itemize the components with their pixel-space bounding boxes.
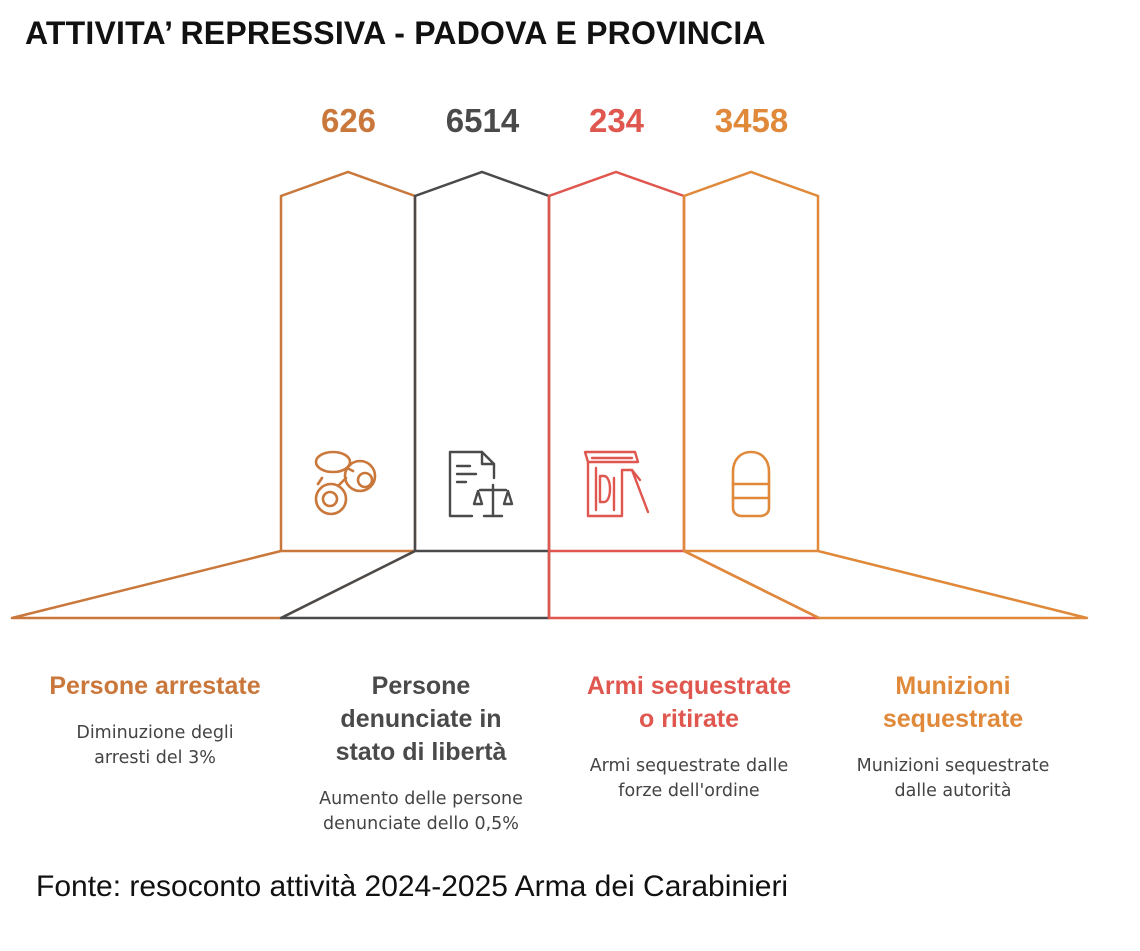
base-armi (549, 551, 819, 618)
label-persone-denunciate: Persone denunciate in stato di libertà (335, 672, 507, 766)
label-block-munizioni (828, 670, 1078, 804)
description-persone-denunciate: Aumento delle persone denunciate dello 0,5% (319, 789, 523, 834)
column-denunciate-outline (415, 172, 549, 551)
label-armi-sequestrate: Armi sequestrate o ritirate (586, 672, 792, 733)
value-persone-denunciate: 6514 (445, 102, 520, 139)
column-arrestate-outline (281, 172, 415, 551)
source-footer: Fonte: resoconto attività 2024-2025 Arma dei Carabinieri (36, 870, 789, 903)
base-arrestate (12, 551, 415, 618)
base-denunciate (281, 551, 549, 618)
description-persone-arrestate: Diminuzione degli arresti del 3% (76, 723, 234, 768)
bullet-icon (733, 452, 769, 516)
label-block-arrestate (30, 670, 280, 771)
column-arrestate (12, 172, 415, 618)
base-munizioni (684, 551, 1087, 618)
column-armi-outline (549, 172, 684, 551)
label-block-armi (564, 670, 814, 804)
description-munizioni-sequestrate: Munizioni sequestrate dalle autorità (856, 756, 1050, 801)
handcuffs-icon (316, 452, 375, 514)
value-munizioni-sequestrate: 3458 (714, 102, 789, 139)
page-title: ATTIVITA’ REPRESSIVA - PADOVA E PROVINCIA (25, 15, 766, 51)
value-armi-sequestrate: 234 (588, 102, 645, 139)
label-munizioni-sequestrate: Munizioni sequestrate (882, 672, 1024, 733)
legal-document-scales-icon (450, 452, 512, 516)
label-persone-arrestate: Persone arrestate (49, 672, 261, 700)
column-munizioni-outline (684, 172, 818, 551)
label-block-denunciate (296, 670, 546, 837)
column-munizioni (684, 172, 1087, 618)
value-persone-arrestate: 626 (320, 102, 377, 139)
gun-icon (585, 452, 648, 516)
description-armi-sequestrate: Armi sequestrate dalle forze dell'ordine (589, 756, 789, 801)
